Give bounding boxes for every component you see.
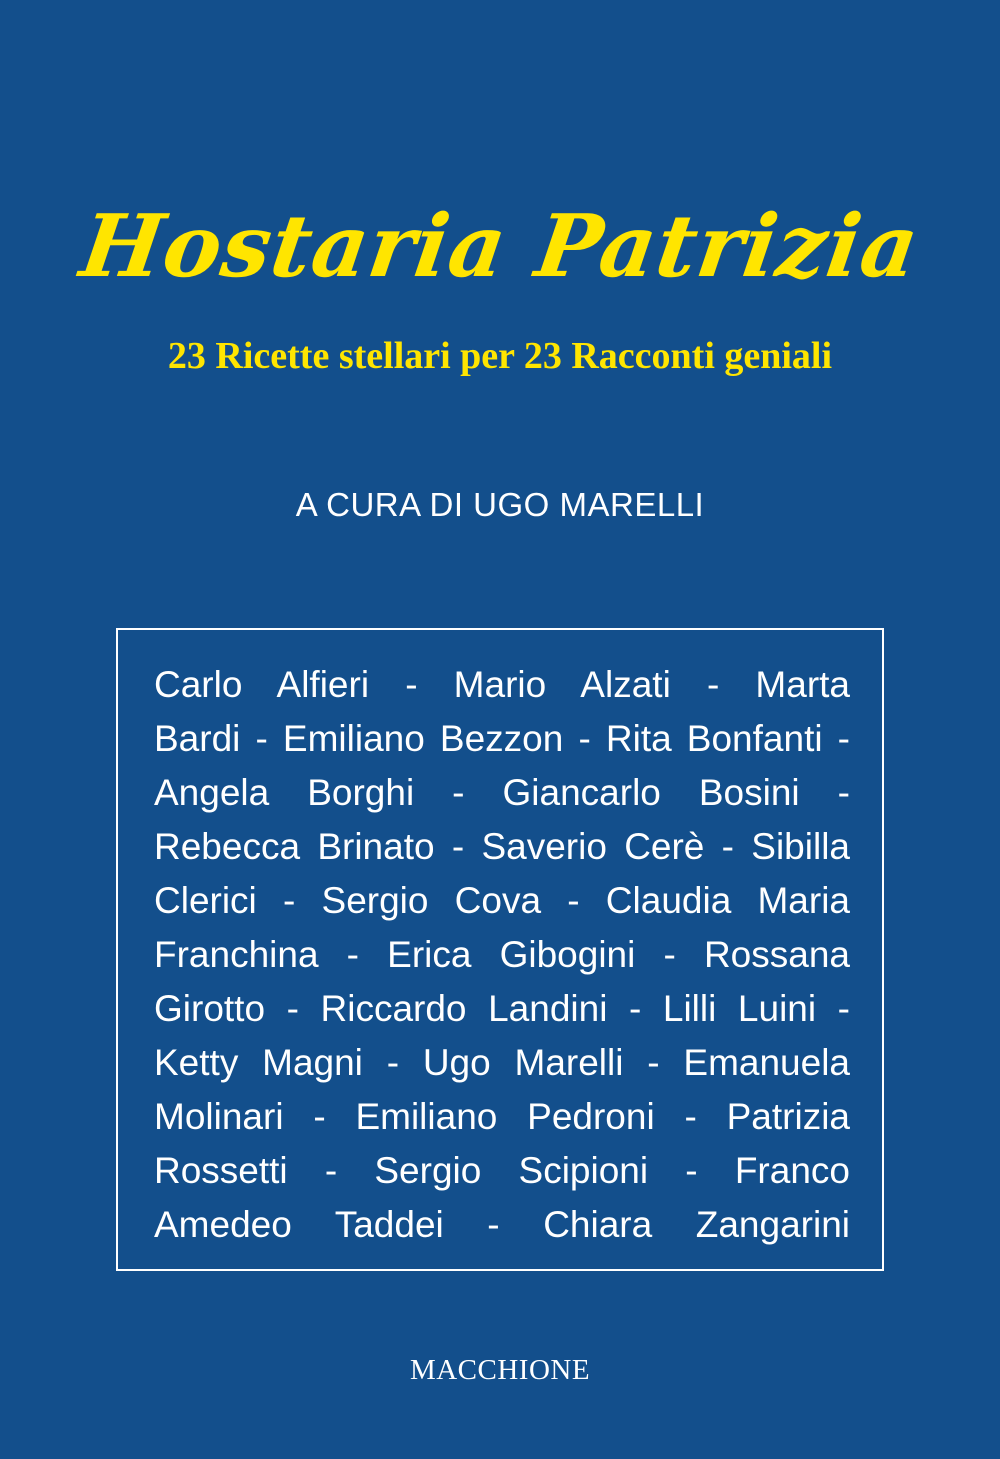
authors-line: Molinari - Emiliano Pedroni - Patrizia: [154, 1096, 850, 1137]
authors-line: Amedeo Taddei - Chiara Zangarini: [154, 1204, 850, 1245]
authors-line: Rossetti - Sergio Scipioni - Franco: [154, 1150, 850, 1191]
publisher-name: MACCHIONE: [409, 1354, 591, 1386]
authors-line: Bardi - Emiliano Bezzon - Rita Bonfanti -: [154, 718, 850, 759]
authors-line: Clerici - Sergio Cova - Claudia Maria: [154, 880, 850, 921]
authors-line: Girotto - Riccardo Landini - Lilli Luini -: [154, 988, 850, 1029]
book-subtitle: 23 Ricette stellari per 23 Racconti geniali: [167, 335, 833, 377]
authors-line: Rebecca Brinato - Saverio Cerè - Sibilla: [154, 826, 850, 867]
authors-line: Franchina - Erica Gibogini - Rossana: [154, 934, 850, 975]
authors-line: Carlo Alfieri - Mario Alzati - Marta: [154, 664, 850, 705]
authors-line: Ketty Magni - Ugo Marelli - Emanuela: [154, 1042, 850, 1083]
editor-credit: A CURA DI UGO MARELLI: [295, 486, 705, 523]
authors-line: Angela Borghi - Giancarlo Bosini -: [154, 772, 850, 813]
authors-list: [154, 658, 850, 1252]
book-title: Hostaria Patrizia: [74, 196, 926, 297]
authors-box: [116, 628, 884, 1271]
